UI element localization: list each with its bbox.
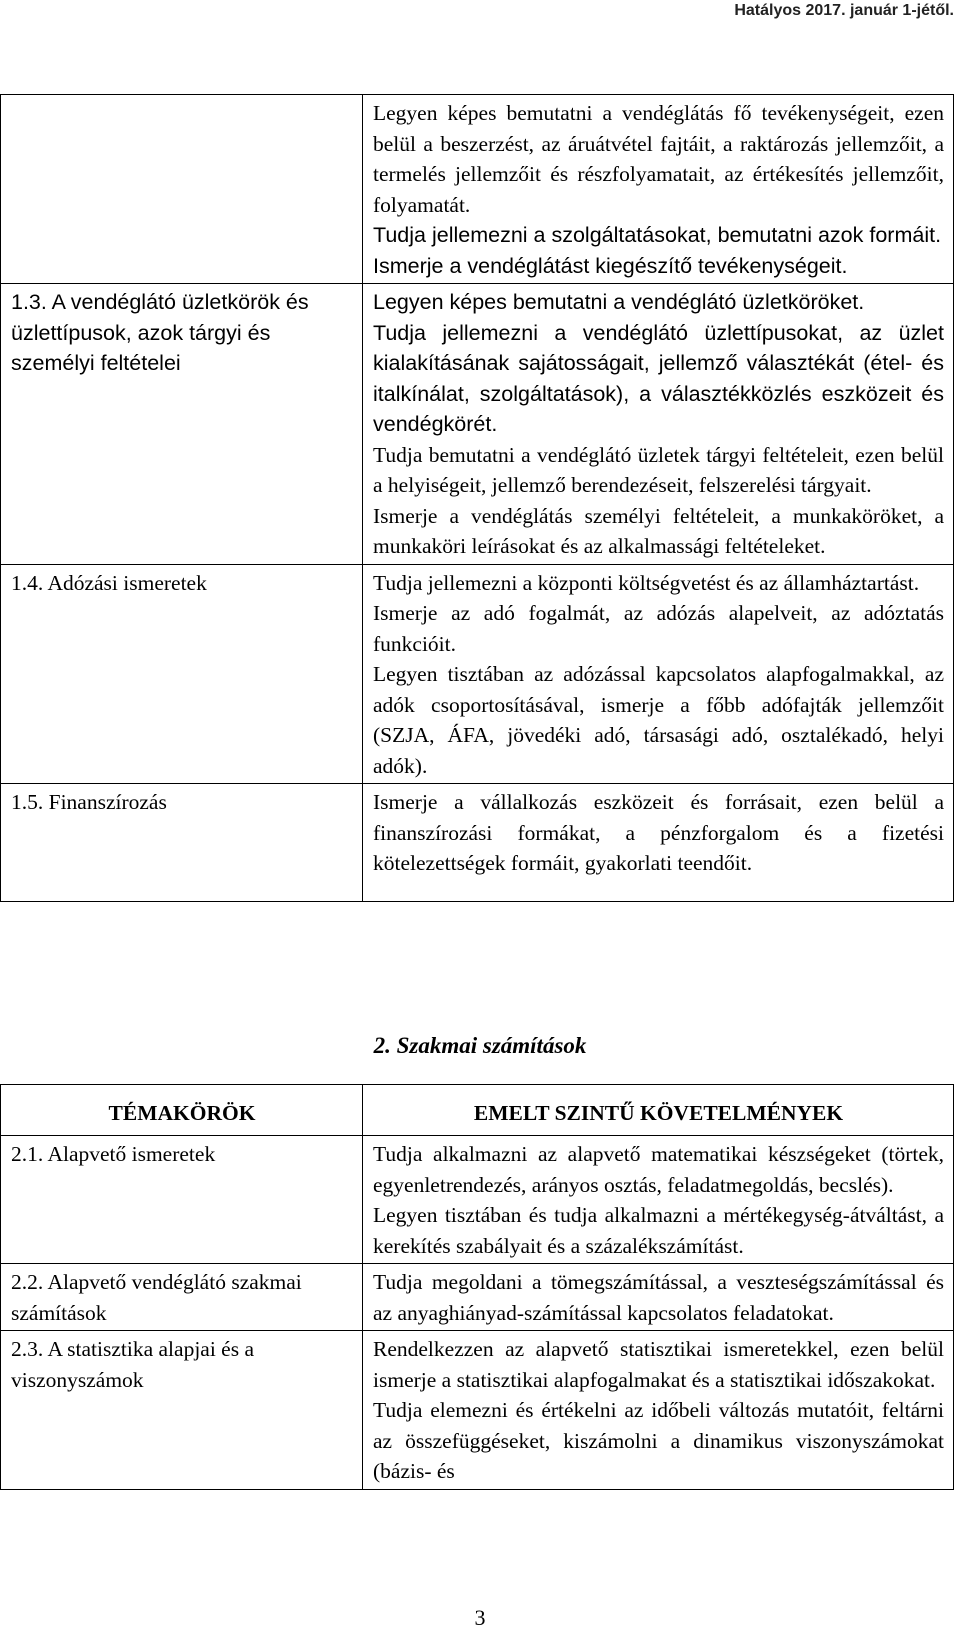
requirement-paragraph: Tudja elemezni és értékelni az időbeli változás mutatóit, feltárni az összefüggéseket, kiszámolni a dinamikus viszonyszámokat (bázis- és bbox=[373, 1398, 944, 1483]
requirements-table-2 bbox=[0, 1084, 954, 1490]
topic-cell bbox=[1, 1136, 363, 1264]
table-row bbox=[1, 1136, 954, 1264]
requirement-paragraph: Rendelkezzen az alapvető statisztikai ismeretekkel, ezen belül ismerje a statisztikai alapfogalmakat és a statisztikai időszakokat. bbox=[373, 1337, 944, 1392]
requirements-cell bbox=[363, 564, 954, 784]
topic-text: 2.1. Alapvető ismeretek bbox=[11, 1142, 216, 1166]
requirement-paragraph: Tudja alkalmazni az alapvető matematikai készségeket (törtek, egyenletrendezés, arányos osztás, feladatmegoldás, becslés). bbox=[373, 1142, 944, 1197]
requirement-paragraph: Legyen tisztában az adózással kapcsolatos alapfogalmakkal, az adók csoportosításával, ismerje a főbb adófajták jellemzőit (SZJA, ÁFA, jövedéki adó, társasági adó, osztalékadó, helyi adók). bbox=[373, 662, 944, 778]
topic-text: 1.5. Finanszírozás bbox=[11, 790, 167, 814]
requirement-paragraph: Ismerje a vállalkozás eszközeit és forrásait, ezen belül a finanszírozási formákat, a pénzforgalom és a fizetési kötelezettségek formáit, gyakorlati teendőit. bbox=[373, 790, 944, 875]
requirement-paragraph: Legyen tisztában és tudja alkalmazni a mértékegység-átváltást, a kerekítés szabályait és a százalékszámítást. bbox=[373, 1203, 944, 1258]
requirement-paragraph: Tudja jellemezni a vendéglátó üzlettípusokat, az üzlet kialakításának sajátosságait, jellemző választékát (étel- és italkínálat, szolgáltatások), a választékközlés eszközeit és vendégkörét. bbox=[373, 320, 944, 436]
requirement-paragraph: Tudja jellemezni a szolgáltatásokat, bemutatni azok formáit. bbox=[373, 223, 942, 247]
column-header-topics: TÉMAKÖRÖK bbox=[1, 1085, 363, 1136]
table-row bbox=[1, 1331, 954, 1490]
requirements-cell bbox=[363, 1331, 954, 1490]
requirements-cell bbox=[363, 1264, 954, 1331]
table-row bbox=[1, 784, 954, 902]
table-row bbox=[1, 1264, 954, 1331]
topic-text: 1.3. A vendéglátó üzletkörök és üzlettípusok, azok tárgyi és személyi feltételei bbox=[11, 290, 309, 375]
table-header-row bbox=[1, 1085, 954, 1136]
topic-cell bbox=[1, 1331, 363, 1490]
requirement-paragraph: Tudja megoldani a tömegszámítással, a veszteségszámítással és az anyaghiányad-számítással kapcsolatos feladatokat. bbox=[373, 1270, 944, 1325]
table-row bbox=[1, 95, 954, 284]
requirements-table-1 bbox=[0, 94, 954, 902]
topic-text: 1.4. Adózási ismeretek bbox=[11, 570, 207, 595]
requirements-cell bbox=[363, 1136, 954, 1264]
requirement-paragraph: Ismerje az adó fogalmát, az adózás alapelveit, az adóztatás funkcióit. bbox=[373, 601, 944, 656]
table-row bbox=[1, 564, 954, 784]
topic-cell bbox=[1, 95, 363, 284]
topic-text: 2.3. A statisztika alapjai és a viszonyszámok bbox=[11, 1337, 255, 1392]
column-header-requirements: EMELT SZINTŰ KÖVETELMÉNYEK bbox=[363, 1085, 954, 1136]
requirement-paragraph: Legyen képes bemutatni a vendéglátó üzletköröket. bbox=[373, 290, 865, 314]
requirements-cell bbox=[363, 784, 954, 902]
topic-cell bbox=[1, 564, 363, 784]
topic-cell bbox=[1, 784, 363, 902]
requirement-paragraph: Tudja jellemezni a központi költségvetést és az államháztartást. bbox=[373, 570, 920, 595]
requirements-cell bbox=[363, 284, 954, 565]
requirement-paragraph: Tudja bemutatni a vendéglátó üzletek tárgyi feltételeit, ezen belül a helyiségeit, jellemző berendezéseit, felszerelési tárgyait. bbox=[373, 442, 944, 497]
table-row bbox=[1, 284, 954, 565]
section-title: 2. Szakmai számítások bbox=[373, 1033, 587, 1058]
requirement-paragraph: Legyen képes bemutatni a vendéglátás fő tevékenységeit, ezen belül a beszerzést, az áruátvétel fajtáit, a raktározás jellemzőit, a termelés jellemzőit és részfolyamatait, az értékesítés jellemzőit, folyamatát. bbox=[373, 101, 944, 217]
requirements-cell bbox=[363, 95, 954, 284]
topic-cell bbox=[1, 284, 363, 565]
page-number: 3 bbox=[474, 1605, 486, 1630]
topic-cell bbox=[1, 1264, 363, 1331]
topic-text: 2.2. Alapvető vendéglátó szakmai számítások bbox=[11, 1270, 302, 1325]
requirement-paragraph: Ismerje a vendéglátást kiegészítő tevékenységeit. bbox=[373, 253, 848, 278]
effective-date-header: Hatályos 2017. január 1-jétől. bbox=[734, 2, 954, 19]
requirement-paragraph: Ismerje a vendéglátás személyi feltételeit, a munkaköröket, a munkaköri leírásokat és az alkalmassági feltételeket. bbox=[373, 503, 944, 558]
